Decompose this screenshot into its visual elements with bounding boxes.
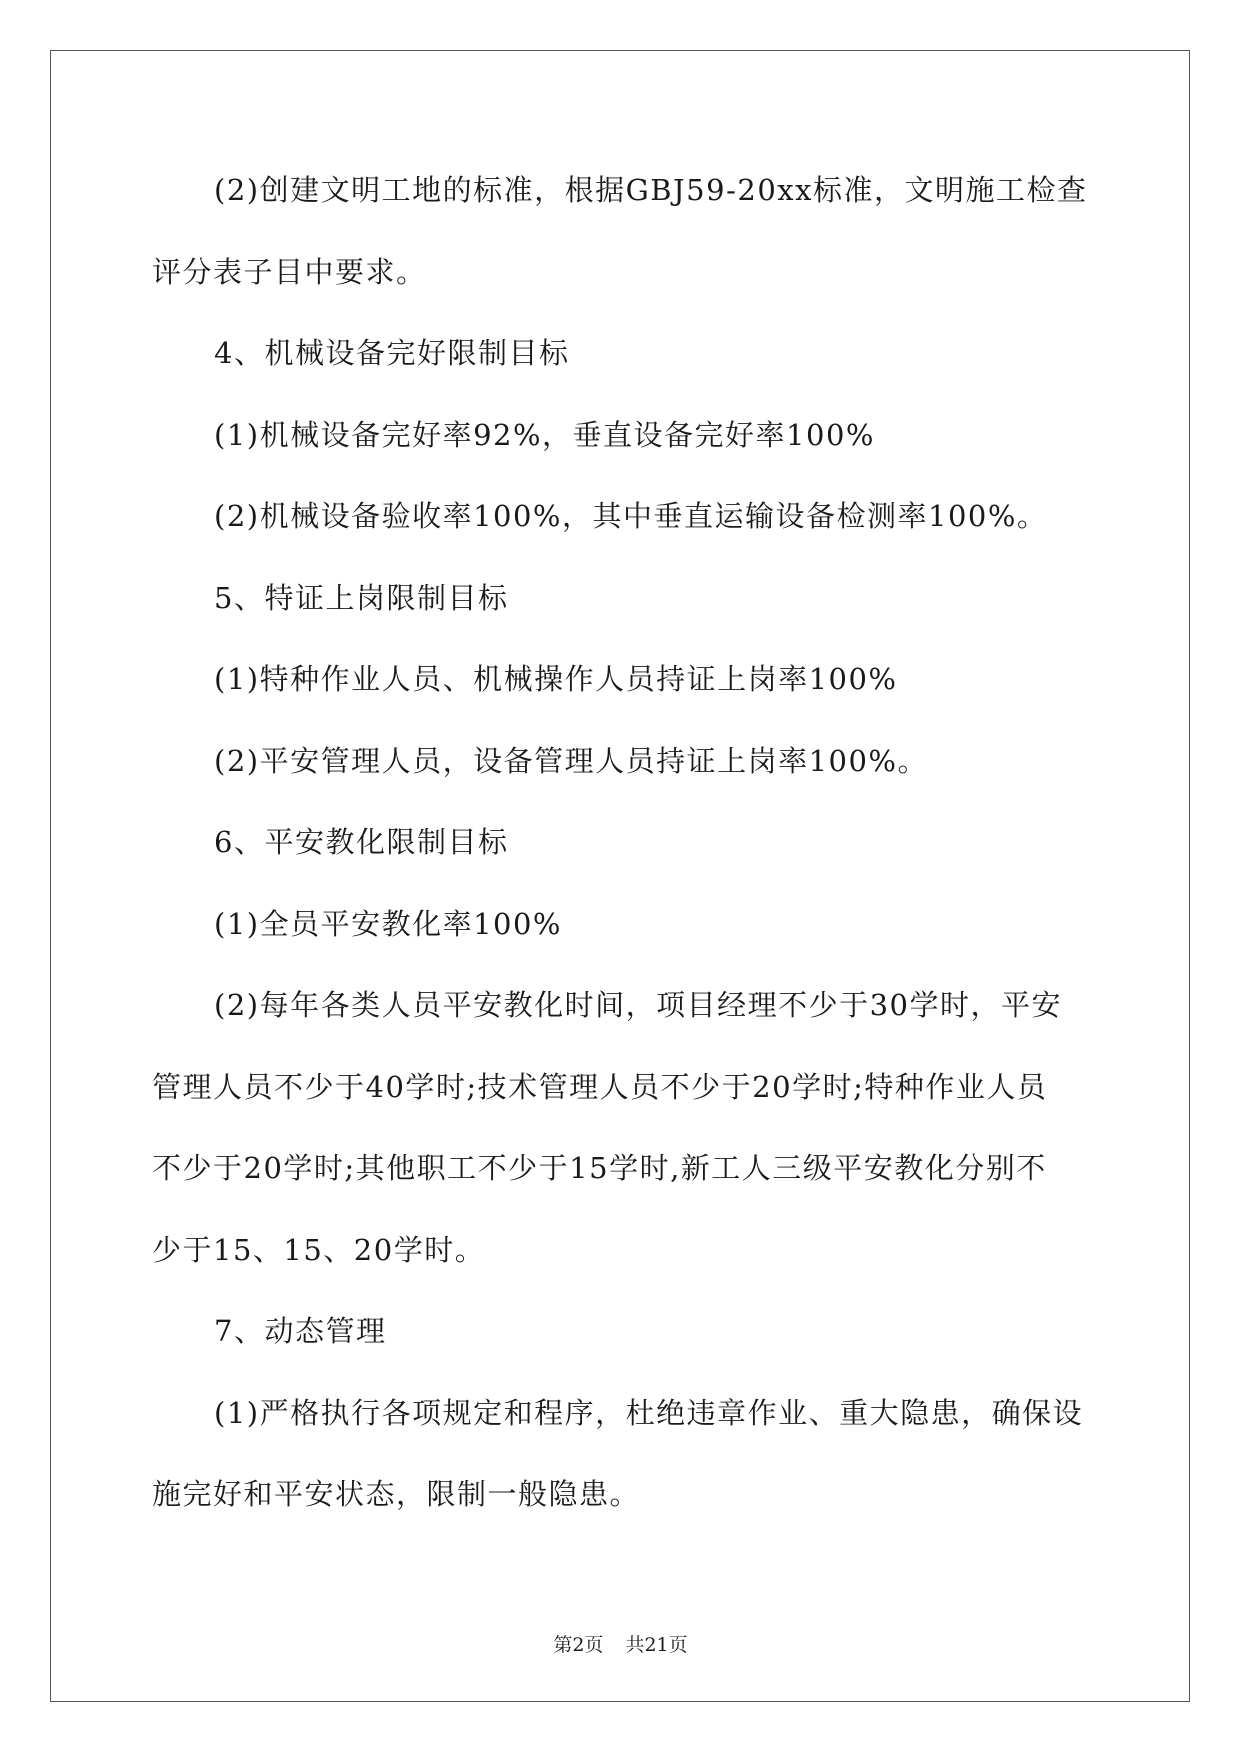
- paragraph-line: 不少于20学时;其他职工不少于15学时,新工人三级平安教化分别不: [152, 1151, 1047, 1185]
- section-heading: 5、特证上岗限制目标: [214, 580, 509, 615]
- paragraph-line: (2)平安管理人员，设备管理人员持证上岗率100%。: [214, 743, 928, 778]
- page-total: 共21页: [625, 1634, 688, 1656]
- paragraph-line: (1)全员平安教化率100%: [214, 906, 562, 941]
- paragraph-line: (2)创建文明工地的标准，根据GBJ59-20xx标准，文明施工检查: [214, 173, 1088, 207]
- page-footer: [0, 1632, 1241, 1658]
- paragraph-line: (1)特种作业人员、机械操作人员持证上岗率100%: [214, 662, 898, 696]
- page-number: 第2页: [553, 1634, 604, 1656]
- paragraph-line: 少于15、15、20学时。: [152, 1232, 486, 1267]
- paragraph-line: 施完好和平安状态，限制一般隐患。: [152, 1477, 641, 1511]
- paragraph-line: (2)机械设备验收率100%，其中垂直运输设备检测率100%。: [214, 499, 1048, 533]
- paragraph-line: 评分表子目中要求。: [152, 254, 427, 289]
- paragraph-line: (1)严格执行各项规定和程序，杜绝违章作业、重大隐患，确保设: [214, 1395, 1084, 1430]
- paragraph-line: 管理人员不少于40学时;技术管理人员不少于20学时;特种作业人员: [152, 1069, 1048, 1104]
- section-heading: 7、动态管理: [214, 1314, 387, 1348]
- paragraph-line: (2)每年各类人员平安教化时间，项目经理不少于30学时，平安: [214, 988, 1062, 1022]
- section-heading: 6、平安教化限制目标: [214, 825, 509, 859]
- document-body: [152, 160, 1092, 1546]
- paragraph-line: (1)机械设备完好率92%，垂直设备完好率100%: [214, 417, 875, 452]
- section-heading: 4、机械设备完好限制目标: [214, 336, 570, 370]
